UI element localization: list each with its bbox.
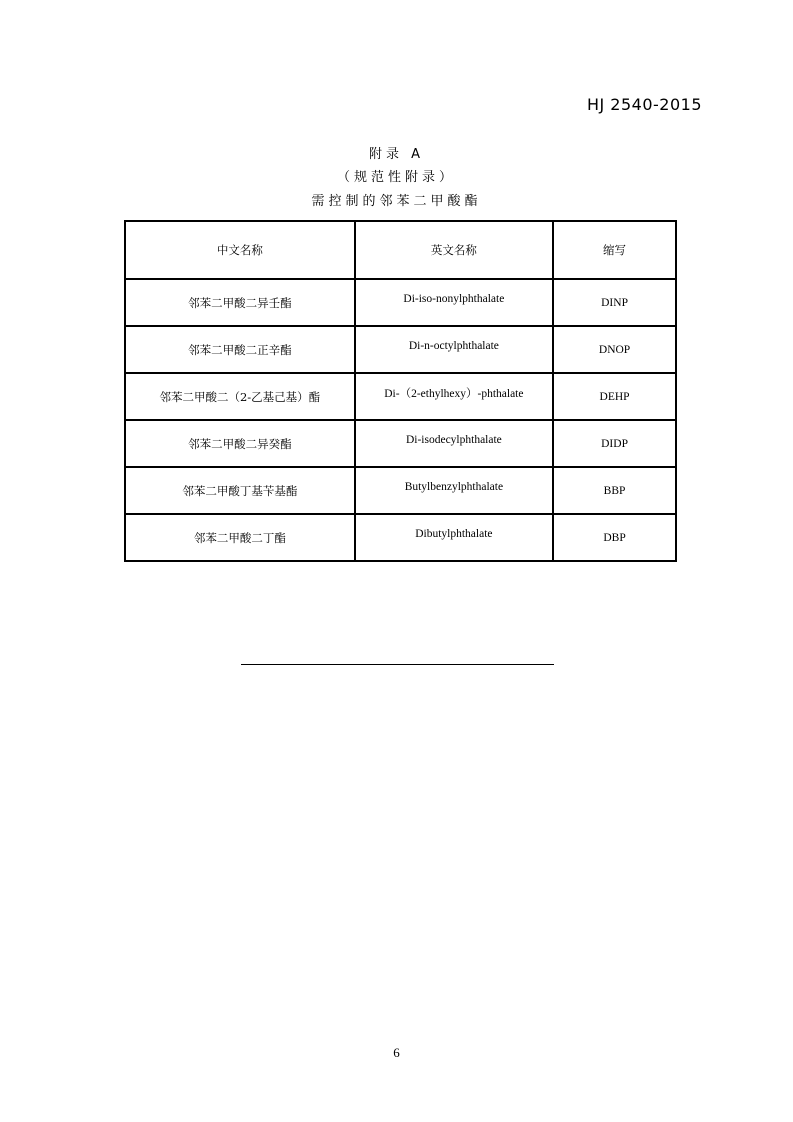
- header-abbreviation: 缩写: [553, 221, 676, 279]
- table-row: [125, 420, 676, 467]
- table-row: [125, 373, 676, 420]
- cell-chinese-name: 邻苯二甲酸二丁酯: [125, 514, 355, 561]
- cell-chinese-name: 邻苯二甲酸二异壬酯: [125, 279, 355, 326]
- cell-abbreviation: DNOP: [553, 326, 676, 373]
- cell-abbreviation: DEHP: [553, 373, 676, 420]
- table-row: [125, 467, 676, 514]
- page-number: 6: [393, 1045, 400, 1060]
- cell-abbreviation: DBP: [553, 514, 676, 561]
- table-row: [125, 279, 676, 326]
- cell-english-name: Di-isodecylphthalate: [355, 420, 553, 467]
- cell-english-name: Di-（2-ethylhexy）-phthalate: [355, 373, 553, 420]
- cell-chinese-name: 邻苯二甲酸二异癸酯: [125, 420, 355, 467]
- cell-english-name: Di-iso-nonylphthalate: [355, 279, 553, 326]
- cell-english-name: Di-n-octylphthalate: [355, 326, 553, 373]
- table-header-row: [125, 221, 676, 279]
- standard-code: HJ 2540-2015: [586, 95, 702, 114]
- table-caption: 需控制的邻苯二甲酸酯: [311, 194, 482, 209]
- header-english-name: 英文名称: [355, 221, 553, 279]
- cell-english-name: Butylbenzylphthalate: [355, 467, 553, 514]
- table-row: [125, 326, 676, 373]
- appendix-title: 附录 A: [368, 147, 425, 162]
- cell-chinese-name: 邻苯二甲酸二正辛酯: [125, 326, 355, 373]
- table-row: [125, 514, 676, 561]
- phthalate-table: [124, 220, 677, 562]
- cell-abbreviation: DIDP: [553, 420, 676, 467]
- appendix-subtitle: （规范性附录）: [336, 170, 456, 185]
- header-chinese-name: 中文名称: [125, 221, 355, 279]
- cell-chinese-name: 邻苯二甲酸二（2-乙基己基）酯: [125, 373, 355, 420]
- cell-english-name: Dibutylphthalate: [355, 514, 553, 561]
- cell-chinese-name: 邻苯二甲酸丁基苄基酯: [125, 467, 355, 514]
- end-of-document-rule: [241, 664, 554, 665]
- cell-abbreviation: BBP: [553, 467, 676, 514]
- cell-abbreviation: DINP: [553, 279, 676, 326]
